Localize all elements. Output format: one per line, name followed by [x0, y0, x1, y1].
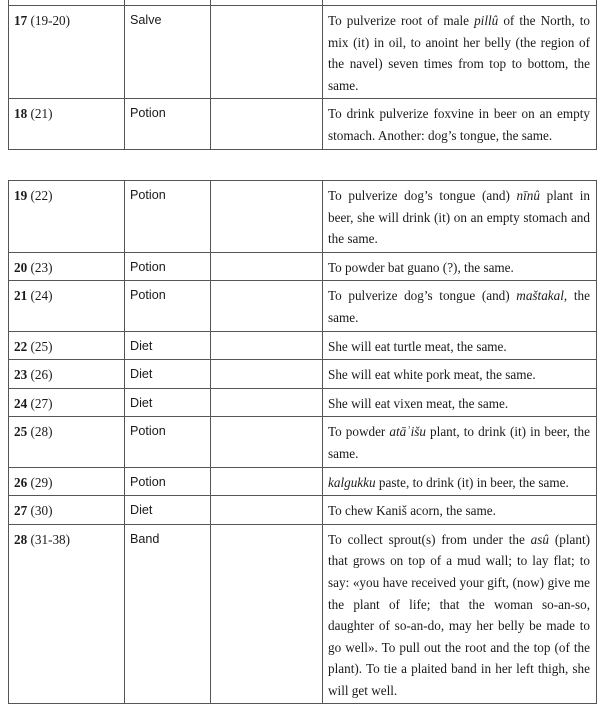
description-text: of the North, to mix (it) in oil, to anoint her belly (the region of the navel) seven times from top to bottom, the same.: [328, 13, 590, 93]
description-text: She will eat vixen meat, the same.: [328, 395, 509, 411]
description-text: To collect sprout(s) from under the: [328, 531, 531, 547]
remedy-type: Potion: [125, 99, 211, 149]
entry-number-cell: [9, 524, 125, 704]
description-text: She will eat turtle meat, the same.: [328, 338, 507, 354]
remedy-description: [323, 388, 597, 417]
entry-number-cell: [9, 360, 125, 389]
remedy-description: [323, 331, 597, 360]
remedy-type: Potion: [125, 417, 211, 467]
recipe-table-bottom: [8, 180, 597, 704]
description-text: , the same.: [328, 288, 590, 325]
remedy-description: [323, 467, 597, 496]
empty-cell: [211, 496, 323, 525]
empty-cell: [211, 6, 323, 99]
table-row: [9, 181, 597, 253]
description-text: She will eat white pork meat, the same.: [328, 367, 536, 383]
entry-number: 28: [14, 531, 28, 547]
description-text: To powder: [328, 424, 390, 440]
entry-number-cell: [9, 252, 125, 281]
entry-line-ref: (31-38): [30, 531, 71, 547]
term-italic: asû: [530, 531, 549, 547]
table-row: [9, 524, 597, 704]
empty-cell: [211, 467, 323, 496]
empty-cell: [211, 417, 323, 467]
entry-line-ref: (23): [30, 259, 53, 275]
empty-cell: [211, 524, 323, 704]
remedy-type: Diet: [125, 388, 211, 417]
empty-cell: [211, 99, 323, 149]
remedy-type: Potion: [125, 467, 211, 496]
remedy-type: Band: [125, 524, 211, 704]
description-text: (plant) that grows on top of a mud wall; to lay flat; to say: «you have received your gift, (now) give me the plant of life; that the woman so-an-so, daughter of so-an-do, may her belly be made to go well». To pull out the root and the top (of the plant). To tie a plaited band in her left thigh, she will get well.: [328, 531, 591, 698]
description-text: To powder bat guano (?), the same.: [328, 259, 514, 275]
term-italic: pillû: [474, 13, 499, 28]
term-italic: nīnû: [516, 188, 540, 203]
table-row: [9, 417, 597, 467]
empty-cell: [211, 252, 323, 281]
term-italic: kalgukku: [328, 474, 376, 490]
remedy-description: [323, 524, 597, 704]
entry-line-ref: (22): [30, 188, 53, 203]
entry-line-ref: (27): [30, 395, 53, 411]
entry-number: 26: [14, 474, 28, 490]
remedy-type: Salve: [125, 6, 211, 99]
entry-line-ref: (19-20): [30, 13, 71, 28]
table-row: [9, 496, 597, 525]
term-italic: maštakal: [516, 288, 564, 304]
entry-line-ref: (26): [30, 367, 53, 383]
remedy-description: [323, 252, 597, 281]
table-row: [9, 281, 597, 331]
entry-number: 27: [14, 503, 28, 519]
table-row: [9, 99, 597, 149]
entry-number: 18: [14, 106, 28, 122]
entry-number-cell: [9, 417, 125, 467]
description-text: To pulverize dog’s tongue (and): [328, 188, 517, 203]
remedy-description: [323, 496, 597, 525]
table-row: [9, 252, 597, 281]
entry-number: 19: [14, 188, 28, 203]
table-row: [9, 331, 597, 360]
description-text: plant in beer, she will drink (it) on an empty stomach and the same.: [328, 188, 590, 247]
entry-number: 23: [14, 367, 28, 383]
remedy-description: [323, 281, 597, 331]
empty-cell: [211, 360, 323, 389]
remedy-type: Potion: [125, 181, 211, 253]
remedy-description: [323, 360, 597, 389]
description-text: To chew Kaniš acorn, the same.: [328, 503, 496, 519]
entry-number: 25: [14, 424, 28, 440]
entry-number: 17: [14, 13, 28, 28]
entry-number-cell: [9, 6, 125, 99]
description-text: To pulverize root of male: [328, 13, 475, 28]
entry-line-ref: (28): [30, 424, 53, 440]
term-italic: atāʾišu: [389, 424, 427, 440]
remedy-type: Diet: [125, 360, 211, 389]
entry-number-cell: [9, 467, 125, 496]
entry-number-cell: [9, 388, 125, 417]
remedy-type: Potion: [125, 252, 211, 281]
entry-line-ref: (24): [30, 288, 53, 304]
remedy-type: Diet: [125, 331, 211, 360]
entry-number-cell: [9, 181, 125, 253]
remedy-description: [323, 99, 597, 149]
remedy-description: [323, 6, 597, 99]
table-row: [9, 467, 597, 496]
entry-number-cell: [9, 496, 125, 525]
entry-line-ref: (21): [30, 106, 53, 122]
table-row: [9, 6, 597, 99]
description-text: plant, to drink (it) in beer, the same.: [328, 424, 591, 461]
entry-line-ref: (30): [30, 503, 53, 519]
entry-number-cell: [9, 99, 125, 149]
description-text: To drink pulverize foxvine in beer on an empty stomach. Another: dog’s tongue, the same.: [328, 106, 590, 143]
table-row: [9, 388, 597, 417]
description-text: paste, to drink (it) in beer, the same.: [375, 474, 569, 490]
entry-number-cell: [9, 331, 125, 360]
entry-number: 21: [14, 288, 28, 304]
recipe-table-top: [8, 0, 597, 150]
empty-cell: [211, 388, 323, 417]
empty-cell: [211, 331, 323, 360]
entry-number-cell: [9, 281, 125, 331]
description-text: To pulverize dog’s tongue (and): [328, 288, 517, 304]
table-row: [9, 360, 597, 389]
entry-line-ref: (25): [30, 338, 53, 354]
entry-number: 22: [14, 338, 28, 354]
empty-cell: [211, 281, 323, 331]
remedy-description: [323, 181, 597, 253]
entry-number: 20: [14, 259, 28, 275]
remedy-type: Diet: [125, 496, 211, 525]
empty-cell: [211, 181, 323, 253]
remedy-description: [323, 417, 597, 467]
entry-line-ref: (29): [30, 474, 53, 490]
remedy-type: Potion: [125, 281, 211, 331]
entry-number: 24: [14, 395, 28, 411]
